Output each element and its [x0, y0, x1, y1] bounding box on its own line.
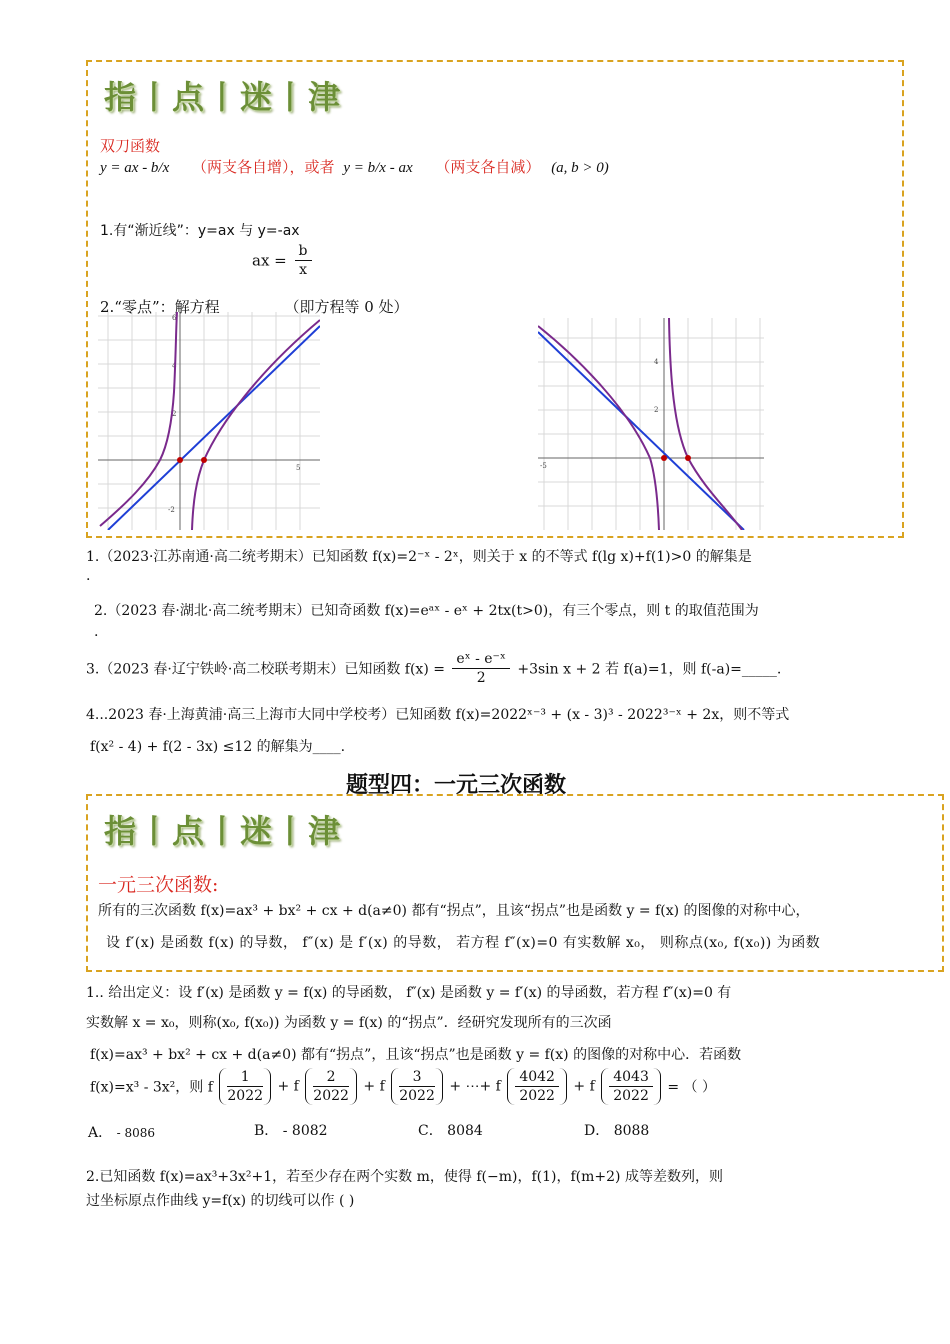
term-1-num: 1	[227, 1068, 263, 1087]
term-1-den: 2022	[227, 1088, 264, 1104]
graph-decreasing-branches	[538, 318, 764, 530]
option-c-label: C．	[418, 1123, 443, 1139]
problem-3-fraction	[452, 650, 509, 687]
option-b-label: B．	[254, 1123, 279, 1139]
question-1-sum-expression	[90, 1068, 716, 1105]
graph2-zero-point-origin	[661, 455, 667, 461]
equation-left: ax =	[252, 251, 287, 270]
term-4-den: 2022	[519, 1088, 555, 1104]
option-c[interactable]	[418, 1120, 483, 1140]
option-b[interactable]	[254, 1120, 328, 1140]
graph1-tick-5: 5	[296, 464, 301, 472]
graph1-tick-2: 2	[172, 410, 177, 418]
term-2-num: 2	[313, 1068, 349, 1087]
problem-3-numerator: eˣ - e⁻ˣ	[452, 650, 509, 669]
graph1-zero-point-origin	[177, 457, 183, 463]
graph2-right-branch	[669, 318, 742, 530]
problem-2-tail: .	[94, 624, 99, 640]
problem-4-line1: 4...2023 春·上海黄浦·高三上海市大同中学校考）已知函数 f(x)=2022ˣ⁻³ + (x - 3)³ - 2022³⁻ˣ + 2x，则不等式	[86, 707, 790, 723]
graph1-tick-neg2: -2	[168, 506, 175, 514]
graph1-tick-4: 4	[172, 362, 177, 370]
sum-term-4	[507, 1068, 567, 1105]
graph2-tick-2: 2	[654, 406, 659, 414]
term-3-den: 2022	[399, 1088, 435, 1104]
problem-2: 2.（2023 春·湖北·高二统考期末）已知奇函数 f(x)=eᵃˣ - eˣ + 2tx(t>0)，有三个零点，则 t 的取值范围为	[94, 603, 759, 619]
sum-term-5	[601, 1068, 661, 1105]
cubic-line-2: 设 f′(x) 是函数 f(x) 的导数， f″(x) 是 f′(x) 的导数， 若方程 f″(x)=0 有实数解 x₀， 则称点(x₀, f(x₀)) 为函数	[106, 935, 821, 951]
plus-f-3: + f	[573, 1078, 595, 1095]
zero-point-label: 2.“零点”：解方程	[100, 298, 220, 316]
double-function-formula-row	[100, 156, 609, 177]
term-3-num: 3	[399, 1068, 435, 1087]
zero-point-note: （即方程等 0 处）	[284, 298, 409, 316]
option-d[interactable]	[584, 1120, 649, 1140]
sum-lead: f(x)=x³ - 3x²，则 f	[90, 1079, 213, 1096]
question-2-line1: 2.已知函数 f(x)=ax³+3x²+1，若至少存在两个实数 m，使得 f(−m)，f(1)，f(m+2) 成等差数列，则	[86, 1169, 723, 1185]
problem-4-line2: f(x² - 4) + f(2 - 3x) ≤12 的解集为____.	[90, 739, 346, 755]
option-c-value: 8084	[447, 1123, 483, 1139]
sum-term-1	[219, 1068, 271, 1105]
sum-equals-blank: = （ ）	[667, 1079, 716, 1096]
problem-1-tail: .	[86, 568, 91, 584]
term-2-den: 2022	[313, 1088, 349, 1104]
graph2-zero-point-right	[685, 455, 691, 461]
question-1-line1: 1.. 给出定义：设 f′(x) 是函数 y = f(x) 的导函数， f″(x) 是函数 y = f′(x) 的导函数，若方程 f″(x)=0 有	[86, 985, 732, 1001]
option-a-value: - 8086	[116, 1126, 155, 1140]
option-d-value: 8088	[613, 1123, 650, 1139]
asymptote-equation	[252, 242, 315, 279]
graph1-zero-point-right	[201, 457, 207, 463]
tips-heading-1: 指丨点丨迷丨津	[104, 78, 343, 116]
graph1-tick-6: 6	[172, 314, 177, 322]
question-1-line3: f(x)=ax³ + bx² + cx + d(a≠0) 都有“拐点”，且该“拐点”也是函数 y = f(x) 的图像的对称中心．若函数	[90, 1047, 742, 1063]
equation-fraction	[295, 242, 312, 279]
question-2-line2: 过坐标原点作曲线 y=f(x) 的切线可以作 ( )	[86, 1193, 355, 1209]
problem-3	[86, 650, 781, 687]
graph1-left-branch	[100, 312, 177, 526]
option-a[interactable]	[88, 1122, 155, 1142]
problem-3-before: 3.（2023 春·辽宁铁岭·高二校联考期末）已知函数 f(x) =	[86, 661, 445, 678]
subtitle-cubic-function: 一元三次函数:	[98, 874, 219, 896]
term-5-den: 2022	[613, 1088, 649, 1104]
section-title: 题型四：一元三次函数	[346, 773, 567, 798]
term-5-num: 4043	[609, 1068, 653, 1087]
graph1-asymptote-line	[108, 326, 320, 530]
graph1-right-branch	[192, 320, 320, 530]
sum-term-2	[305, 1068, 357, 1105]
sum-term-3	[391, 1068, 443, 1105]
cubic-line-1: 所有的三次函数 f(x)=ax³ + bx² + cx + d(a≠0) 都有“拐点”，且该“拐点”也是函数 y = f(x) 的图像的对称中心，	[98, 903, 810, 919]
equation-denominator: x	[299, 262, 307, 278]
note-increasing: （两支各自增），或者	[192, 158, 335, 176]
formula-increasing: y = ax - b/x	[100, 160, 170, 176]
term-4-num: 4042	[515, 1068, 559, 1087]
problem-3-after: +3sin x + 2 若 f(a)=1，则 f(-a)=_____.	[517, 661, 782, 678]
problem-1-text: 1.（2023·江苏南通·高二统考期末）已知函数 f(x)=2⁻ˣ - 2ˣ，则关于 x 的不等式 f(lg x)+f(1)>0 的解集是	[86, 549, 752, 565]
graph2-tick-4: 4	[654, 358, 659, 366]
graph-increasing-branches	[98, 312, 320, 530]
question-1-line2: 实数解 x = x₀，则称(x₀, f(x₀)) 为函数 y = f(x) 的“拐点”．经研究发现所有的三次函	[86, 1015, 612, 1031]
plus-f-2: + f	[363, 1078, 385, 1095]
graph2-grid	[538, 318, 764, 530]
graph2-tick-neg5: -5	[540, 462, 547, 470]
plus-f-1: + f	[277, 1078, 299, 1095]
sum-dots: + ⋯+ f	[449, 1078, 501, 1095]
asymptote-item: 1.有“渐近线”：y=ax 与 y=-ax	[100, 223, 300, 239]
tips-heading-2: 指丨点丨迷丨津	[104, 812, 343, 850]
option-b-value: - 8082	[282, 1123, 328, 1139]
problem-1	[86, 546, 752, 566]
problem-3-denominator: 2	[476, 670, 486, 686]
option-a-label: A．	[88, 1125, 113, 1141]
equation-numerator: b	[295, 242, 312, 261]
graph2-left-branch	[538, 326, 659, 530]
subtitle-double-function: 双刀函数	[100, 137, 161, 155]
option-d-label: D．	[584, 1123, 610, 1139]
note-decreasing: （两支各自减）	[435, 158, 541, 176]
formula-decreasing: y = b/x - ax	[343, 160, 413, 176]
parameter-condition: (a, b > 0)	[551, 160, 609, 176]
